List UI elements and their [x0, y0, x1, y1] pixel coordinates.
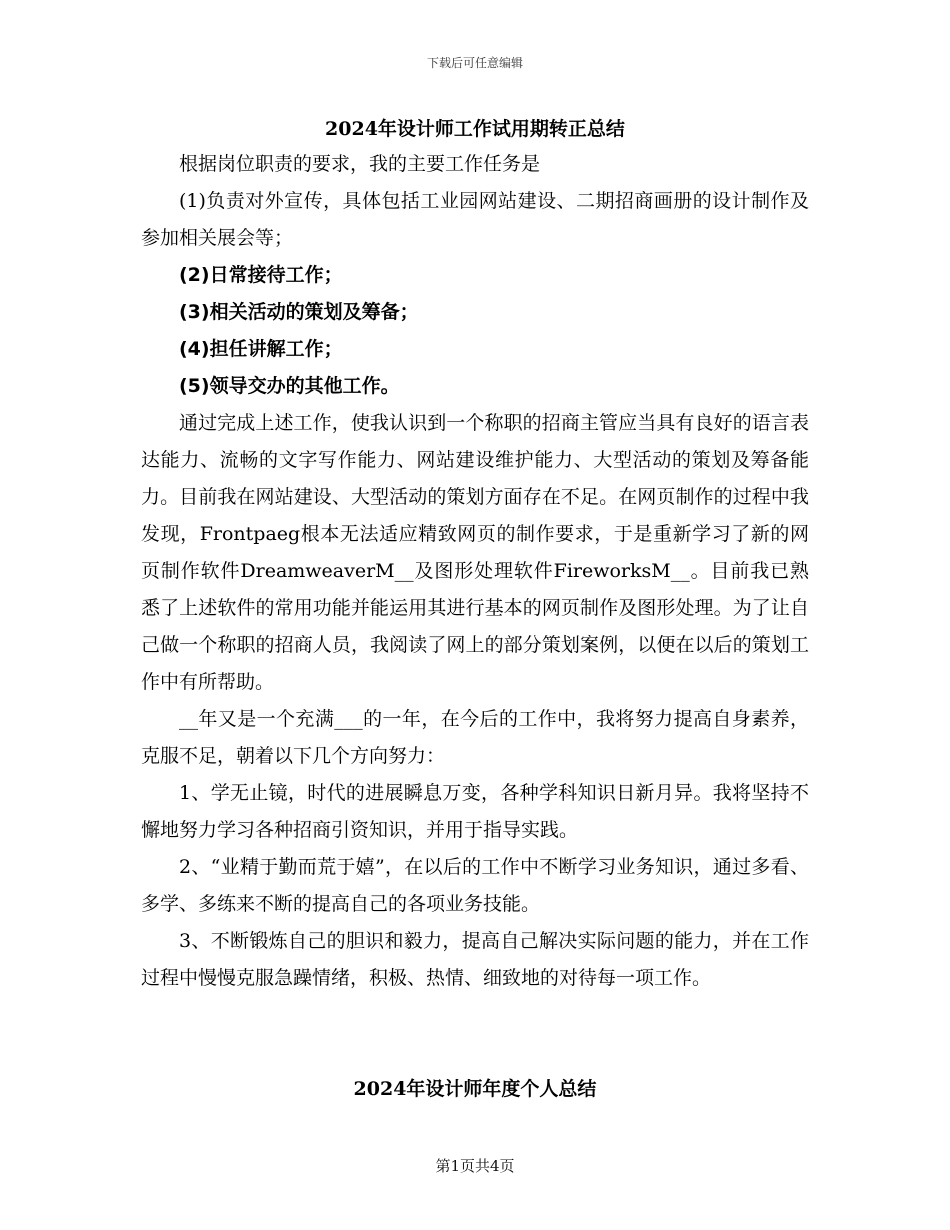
paragraph: 1、学无止镜，时代的进展瞬息万变，各种学科知识日新月异。我将坚持不懈地努力学习各种招商引资知识，并用于指导实践。: [141, 782, 809, 841]
paragraph: (3)相关活动的策划及筹备；: [179, 301, 419, 323]
paragraph: 通过完成上述工作，使我认识到一个称职的招商主管应当具有良好的语言表达能力、流畅的文字写作能力、网站建设维护能力、大型活动的策划及筹备能力。目前我在网站建设、大型活动的策划方面存在不足。在网页制作的过程中我发现，Frontpaeg根本无法适应精致网页的制作要求，于是重新学习了新的网页制作软件DreamweaverM__及图形处理软件FireworksM__。目前我已熟悉了上述软件的常用功能并能运用其进行基本的网页制作及图形处理。为了让自己做一个称职的招商人员，我阅读了网上的部分策划案例，以便在以后的策划工作中有所帮助。: [141, 412, 809, 693]
header-note: 下载后可任意编辑: [426, 56, 523, 70]
paragraph: __年又是一个充满___的一年，在今后的工作中，我将努力提高自身素养，克服不足，朝着以下几个方向努力：: [141, 708, 809, 767]
paragraph: 根据岗位职责的要求，我的主要工作任务是: [179, 153, 541, 175]
paragraph: (1)负责对外宣传，具体包括工业园网站建设、二期招商画册的设计制作及参加相关展会等；: [141, 190, 809, 249]
paragraph: (4)担任讲解工作；: [179, 338, 343, 360]
document-title: 2024年设计师工作试用期转正总结: [325, 118, 625, 140]
page-footer: 第1页共4页: [435, 1157, 515, 1175]
paragraph: 2、“业精于勤而荒于嬉”，在以后的工作中不断学习业务知识，通过多看、多学、多练来不断的提高自己的各项业务技能。: [141, 856, 809, 915]
paragraph: 3、不断锻炼自己的胆识和毅力，提高自己解决实际问题的能力，并在工作过程中慢慢克服急躁情绪，积极、热情、细致地的对待每一项工作。: [141, 930, 809, 989]
paragraph: (5)领导交办的其他工作。: [179, 375, 400, 397]
document-body: [141, 146, 809, 997]
paragraph: (2)日常接待工作；: [179, 264, 343, 286]
section-subtitle: 2024年设计师年度个人总结: [353, 1078, 597, 1100]
